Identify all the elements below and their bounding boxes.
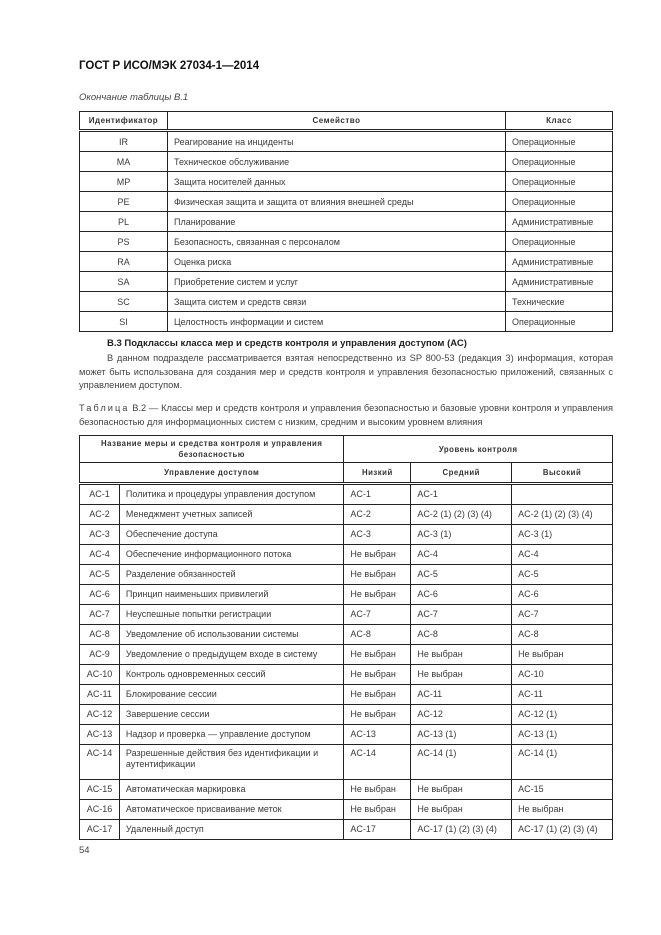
table-header-row bbox=[80, 112, 613, 131]
table-row bbox=[80, 800, 613, 820]
cell-name: Автоматическая маркировка bbox=[119, 780, 344, 800]
cell-name: Удаленный доступ bbox=[119, 820, 344, 840]
cell-high: AC-3 (1) bbox=[512, 525, 613, 545]
cell-mid: AC-1 bbox=[411, 484, 512, 505]
table2-caption bbox=[79, 402, 613, 429]
cell-name: Неуспешные попытки регистрации bbox=[119, 605, 344, 625]
column-header-class: Класс bbox=[506, 112, 613, 131]
cell-mid: AC-11 bbox=[411, 685, 512, 705]
table-row bbox=[80, 484, 613, 505]
cell-id: AC-7 bbox=[80, 605, 120, 625]
cell-low: AC-1 bbox=[344, 484, 411, 505]
section-heading: В.3 Подклассы класса мер и средств контроля и управления доступом (АС) bbox=[107, 338, 467, 349]
table-b1 bbox=[79, 111, 613, 332]
cell-name: Автоматическое присваивание меток bbox=[119, 800, 344, 820]
cell-id: AC-16 bbox=[80, 800, 120, 820]
table-row bbox=[80, 292, 613, 312]
cell-class: Административные bbox=[506, 272, 613, 292]
table-row bbox=[80, 131, 613, 152]
cell-high: AC-8 bbox=[512, 625, 613, 645]
cell-low: AC-2 bbox=[344, 505, 411, 525]
cell-id: SA bbox=[80, 272, 168, 292]
table-row bbox=[80, 545, 613, 565]
cell-high: AC-4 bbox=[512, 545, 613, 565]
cell-low: AC-13 bbox=[344, 725, 411, 745]
cell-name: Уведомление об использовании системы bbox=[119, 625, 344, 645]
cell-high: AC-5 bbox=[512, 565, 613, 585]
table-row bbox=[80, 625, 613, 645]
cell-mid: AC-12 bbox=[411, 705, 512, 725]
cell-family: Приобретение систем и услуг bbox=[167, 272, 505, 292]
cell-id: AC-10 bbox=[80, 665, 120, 685]
cell-family: Физическая защита и защита от влияния внешней среды bbox=[167, 192, 505, 212]
cell-id: MP bbox=[80, 172, 168, 192]
cell-mid: AC-2 (1) (2) (3) (4) bbox=[411, 505, 512, 525]
cell-id: AC-9 bbox=[80, 645, 120, 665]
cell-mid: AC-17 (1) (2) (3) (4) bbox=[411, 820, 512, 840]
cell-low: Не выбран bbox=[344, 545, 411, 565]
cell-high: AC-6 bbox=[512, 585, 613, 605]
cell-family: Защита систем и средств связи bbox=[167, 292, 505, 312]
cell-name: Политика и процедуры управления доступом bbox=[119, 484, 344, 505]
table-row bbox=[80, 232, 613, 252]
cell-low: Не выбран bbox=[344, 800, 411, 820]
cell-family: Защита носителей данных bbox=[167, 172, 505, 192]
cell-mid: AC-5 bbox=[411, 565, 512, 585]
cell-class: Операционные bbox=[506, 232, 613, 252]
column-header-mid: Средний bbox=[411, 463, 512, 484]
cell-id: RA bbox=[80, 252, 168, 272]
section-paragraph bbox=[79, 352, 613, 393]
cell-family: Оценка риска bbox=[167, 252, 505, 272]
cell-mid: Не выбран bbox=[411, 780, 512, 800]
cell-id: AC-2 bbox=[80, 505, 120, 525]
cell-low: Не выбран bbox=[344, 685, 411, 705]
cell-family: Безопасность, связанная с персоналом bbox=[167, 232, 505, 252]
cell-low: AC-14 bbox=[344, 745, 411, 780]
cell-name: Завершение сессии bbox=[119, 705, 344, 725]
column-header-high: Высокий bbox=[512, 463, 613, 484]
table-row bbox=[80, 745, 613, 780]
cell-name: Менеджмент учетных записей bbox=[119, 505, 344, 525]
cell-low: AC-7 bbox=[344, 605, 411, 625]
table-row bbox=[80, 252, 613, 272]
table-row bbox=[80, 665, 613, 685]
cell-class: Административные bbox=[506, 212, 613, 232]
column-header-family: Семейство bbox=[167, 112, 505, 131]
table-header-row bbox=[80, 436, 613, 463]
cell-low: AC-17 bbox=[344, 820, 411, 840]
cell-high: AC-10 bbox=[512, 665, 613, 685]
table-row bbox=[80, 272, 613, 292]
cell-id: PL bbox=[80, 212, 168, 232]
cell-class: Операционные bbox=[506, 172, 613, 192]
table-row bbox=[80, 565, 613, 585]
cell-id: AC-14 bbox=[80, 745, 120, 780]
cell-name: Уведомление о предыдущем входе в систему bbox=[119, 645, 344, 665]
cell-class: Административные bbox=[506, 252, 613, 272]
cell-high: AC-7 bbox=[512, 605, 613, 625]
cell-low: AC-3 bbox=[344, 525, 411, 545]
table-b2 bbox=[79, 435, 613, 840]
table-row bbox=[80, 152, 613, 172]
column-header-name: Название меры и средства контроля и управления безопасностью bbox=[80, 436, 344, 463]
cell-id: AC-1 bbox=[80, 484, 120, 505]
cell-mid: AC-14 (1) bbox=[411, 745, 512, 780]
table-row bbox=[80, 780, 613, 800]
cell-id: AC-6 bbox=[80, 585, 120, 605]
document-header: ГОСТ Р ИСО/МЭК 27034-1—2014 bbox=[79, 60, 260, 72]
table-subheader-row bbox=[80, 463, 613, 484]
cell-class: Операционные bbox=[506, 312, 613, 332]
table-row bbox=[80, 505, 613, 525]
cell-name: Принцип наименьших привилегий bbox=[119, 585, 344, 605]
cell-low: Не выбран bbox=[344, 665, 411, 685]
column-header-id: Идентификатор bbox=[80, 112, 168, 131]
cell-id: AC-5 bbox=[80, 565, 120, 585]
table-row bbox=[80, 312, 613, 332]
cell-mid: Не выбран bbox=[411, 800, 512, 820]
cell-high bbox=[512, 484, 613, 505]
cell-name: Обеспечение доступа bbox=[119, 525, 344, 545]
cell-class: Технические bbox=[506, 292, 613, 312]
table-row bbox=[80, 585, 613, 605]
cell-id: AC-12 bbox=[80, 705, 120, 725]
cell-name: Разрешенные действия без идентификации и аутентификации bbox=[119, 745, 344, 780]
cell-name: Обеспечение информационного потока bbox=[119, 545, 344, 565]
cell-high: AC-17 (1) (2) (3) (4) bbox=[512, 820, 613, 840]
cell-id: AC-13 bbox=[80, 725, 120, 745]
cell-mid: Не выбран bbox=[411, 645, 512, 665]
cell-id: MA bbox=[80, 152, 168, 172]
cell-id: AC-3 bbox=[80, 525, 120, 545]
table-row bbox=[80, 172, 613, 192]
cell-high: AC-14 (1) bbox=[512, 745, 613, 780]
table2-caption-text: В.2 — Классы мер и средств контроля и управления безопасностью и базовые уровни контроля и управления безопасностью для информационных систем с низким, средним и высоким уровнем влияния bbox=[79, 403, 613, 427]
cell-id: IR bbox=[80, 131, 168, 152]
table-row bbox=[80, 645, 613, 665]
cell-high: Не выбран bbox=[512, 645, 613, 665]
cell-name: Разделение обязанностей bbox=[119, 565, 344, 585]
cell-high: AC-12 (1) bbox=[512, 705, 613, 725]
cell-mid: AC-6 bbox=[411, 585, 512, 605]
table-row bbox=[80, 212, 613, 232]
cell-id: SI bbox=[80, 312, 168, 332]
cell-low: AC-8 bbox=[344, 625, 411, 645]
cell-id: PE bbox=[80, 192, 168, 212]
cell-low: Не выбран bbox=[344, 565, 411, 585]
table1-caption: Окончание таблицы В.1 bbox=[79, 92, 189, 103]
cell-high: AC-15 bbox=[512, 780, 613, 800]
cell-mid: AC-8 bbox=[411, 625, 512, 645]
cell-id: AC-15 bbox=[80, 780, 120, 800]
column-header-level: Уровень контроля bbox=[344, 436, 613, 463]
cell-name: Блокирование сессии bbox=[119, 685, 344, 705]
column-header-low: Низкий bbox=[344, 463, 411, 484]
cell-low: Не выбран bbox=[344, 705, 411, 725]
table2-caption-label: Таблица bbox=[79, 403, 130, 413]
cell-id: AC-17 bbox=[80, 820, 120, 840]
cell-family: Планирование bbox=[167, 212, 505, 232]
table-row bbox=[80, 525, 613, 545]
cell-name: Контроль одновременных сессий bbox=[119, 665, 344, 685]
cell-class: Операционные bbox=[506, 152, 613, 172]
table-row bbox=[80, 605, 613, 625]
cell-id: SC bbox=[80, 292, 168, 312]
cell-mid: AC-7 bbox=[411, 605, 512, 625]
cell-class: Операционные bbox=[506, 192, 613, 212]
cell-high: Не выбран bbox=[512, 800, 613, 820]
cell-high: AC-13 (1) bbox=[512, 725, 613, 745]
cell-id: AC-8 bbox=[80, 625, 120, 645]
column-header-group: Управление доступом bbox=[80, 463, 344, 484]
cell-mid: AC-13 (1) bbox=[411, 725, 512, 745]
table-row bbox=[80, 705, 613, 725]
table-row bbox=[80, 192, 613, 212]
cell-low: Не выбран bbox=[344, 645, 411, 665]
cell-id: AC-4 bbox=[80, 545, 120, 565]
page-number: 54 bbox=[79, 845, 90, 856]
cell-family: Техническое обслуживание bbox=[167, 152, 505, 172]
cell-high: AC-2 (1) (2) (3) (4) bbox=[512, 505, 613, 525]
cell-id: AC-11 bbox=[80, 685, 120, 705]
cell-low: Не выбран bbox=[344, 585, 411, 605]
cell-high: AC-11 bbox=[512, 685, 613, 705]
cell-mid: Не выбран bbox=[411, 665, 512, 685]
cell-id: PS bbox=[80, 232, 168, 252]
table-row bbox=[80, 685, 613, 705]
cell-name: Надзор и проверка — управление доступом bbox=[119, 725, 344, 745]
paragraph-text: В данном подразделе рассматривается взятая непосредственно из SP 800-53 (редакция 3) информация, которая может быть использована для создания мер и средств контроля и управления безопасностью приложений, связанных с управлением доступом. bbox=[79, 353, 613, 390]
cell-mid: AC-4 bbox=[411, 545, 512, 565]
table-row bbox=[80, 820, 613, 840]
cell-family: Целостность информации и систем bbox=[167, 312, 505, 332]
cell-mid: AC-3 (1) bbox=[411, 525, 512, 545]
cell-family: Реагирование на инциденты bbox=[167, 131, 505, 152]
table-row bbox=[80, 725, 613, 745]
cell-low: Не выбран bbox=[344, 780, 411, 800]
cell-class: Операционные bbox=[506, 131, 613, 152]
